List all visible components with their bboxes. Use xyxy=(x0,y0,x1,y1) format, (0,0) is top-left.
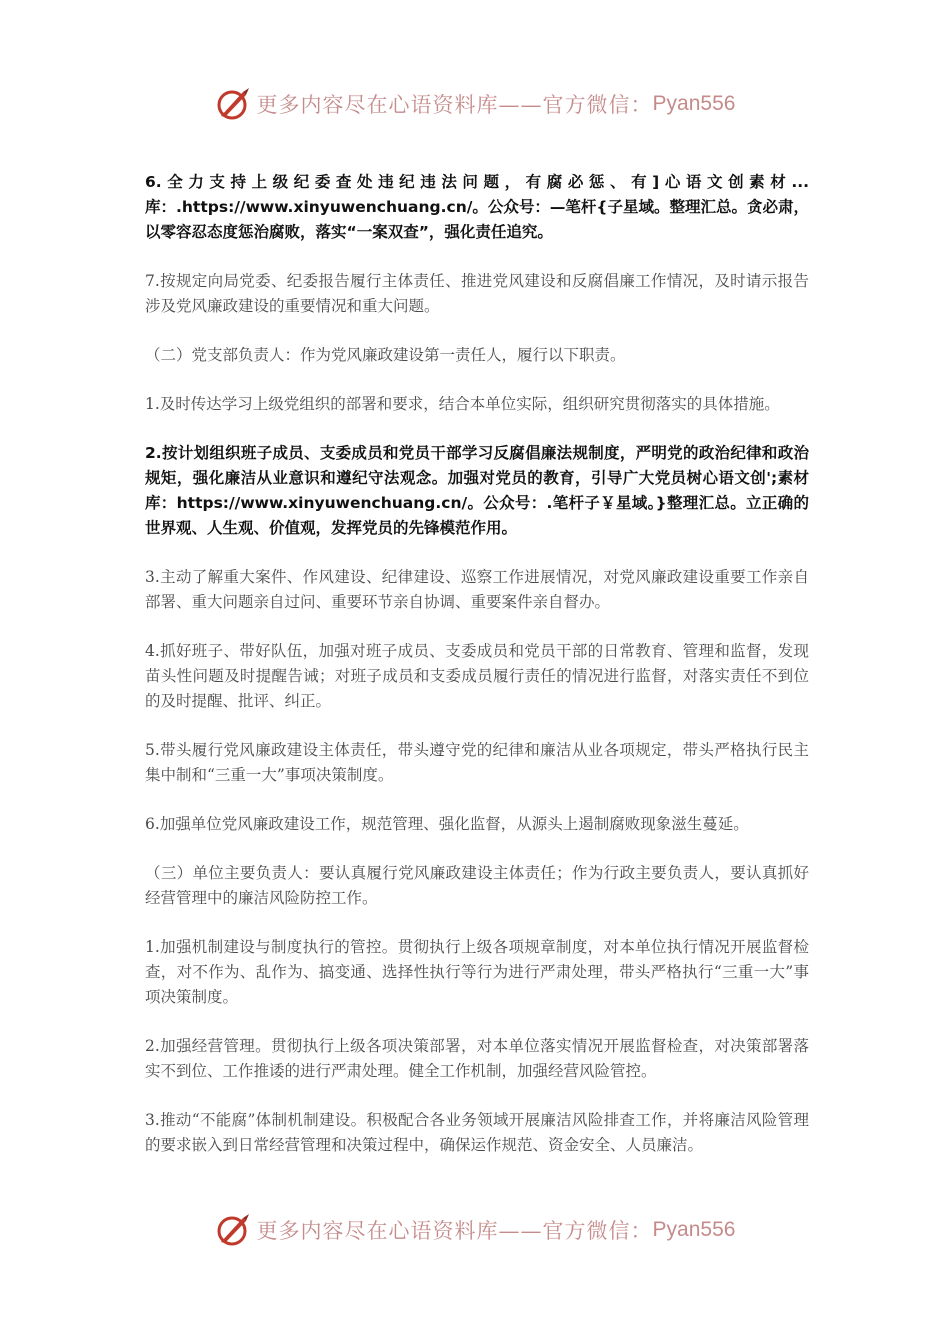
quill-logo-icon xyxy=(215,1212,251,1248)
banner-wechat-id: Pyan556 xyxy=(652,1218,736,1241)
banner-wechat-id: Pyan556 xyxy=(652,92,736,115)
banner-text: 更多内容尽在心语资料库——官方微信： xyxy=(256,93,653,117)
paragraph-4: 1.及时传达学习上级党组织的部署和要求，结合本单位实际，组织研究贯彻落实的具体措施。 xyxy=(145,395,780,413)
paragraph-6: 3.主动了解重大案件、作风建设、纪律建设、巡察工作进展情况，对党风廉政建设重要工作亲自部署、重大问题亲自过问、重要环节亲自协调、重要案件亲自督办。 xyxy=(145,568,809,611)
banner-text: 更多内容尽在心语资料库——官方微信： xyxy=(256,1219,653,1243)
quill-logo-icon xyxy=(215,86,251,122)
paragraph-12: 2.加强经营管理。贯彻执行上级各项决策部署，对本单位落实情况开展监督检查，对决策部署落实不到位、工作推诿的进行严肃处理。健全工作机制，加强经营风险管控。 xyxy=(145,1037,809,1080)
header-watermark-banner xyxy=(0,82,950,126)
document-body xyxy=(145,170,809,1182)
paragraph-2: 7.按规定向局党委、纪委报告履行主体责任、推进党风建设和反腐倡廉工作情况，及时请示报告涉及党风廉政建设的重要情况和重大问题。 xyxy=(145,272,809,315)
paragraph-5: 2.按计划组织班子成员、支委成员和党员干部学习反腐倡廉法规制度，严明党的政治纪律和政治规矩，强化廉洁从业意识和遵纪守法观念。加强对党员的教育，引导广大党员树心语文创';素材库：https://www.xinyuwenchuang.cn/。公众号：.笔杆子￥星域。}整理汇总。立正确的世界观、人生观、价值观，发挥党员的先锋模范作用。 xyxy=(145,444,809,537)
paragraph-3: （二）党支部负责人：作为党风廉政建设第一责任人，履行以下职责。 xyxy=(145,346,626,364)
footer-watermark-banner xyxy=(0,1208,950,1252)
paragraph-8: 5.带头履行党风廉政建设主体责任，带头遵守党的纪律和廉洁从业各项规定，带头严格执行民主集中制和“三重一大”事项决策制度。 xyxy=(145,741,809,784)
paragraph-7: 4.抓好班子、带好队伍，加强对班子成员、支委成员和党员干部的日常教育、管理和监督，发现苗头性问题及时提醒告诫；对班子成员和支委成员履行责任的情况进行监督，对落实责任不到位的及时提醒、批评、纠正。 xyxy=(145,642,809,710)
paragraph-10: （三）单位主要负责人：要认真履行党风廉政建设主体责任；作为行政主要负责人，要认真抓好经营管理中的廉洁风险防控工作。 xyxy=(145,864,809,907)
paragraph-9: 6.加强单位党风廉政建设工作，规范管理、强化监督，从源头上遏制腐败现象滋生蔓延。 xyxy=(145,815,749,833)
paragraph-13: 3.推动“不能腐”体制机制建设。积极配合各业务领域开展廉洁风险排查工作，并将廉洁风险管理的要求嵌入到日常经营管理和决策过程中，确保运作规范、资金安全、人员廉洁。 xyxy=(145,1111,809,1154)
paragraph-1: 6.全力支持上级纪委查处违纪违法问题，有腐必惩、有]心语文创素材...库：.https://www.xinyuwenchuang.cn/。公众号：—笔杆{子星域。整理汇总。贪必肃，以零容忍态度惩治腐败，落实“一案双查”，强化责任追究。 xyxy=(145,173,809,241)
paragraph-11: 1.加强机制建设与制度执行的管控。贯彻执行上级各项规章制度，对本单位执行情况开展监督检查，对不作为、乱作为、搞变通、选择性执行等行为进行严肃处理，带头严格执行“三重一大”事项决策制度。 xyxy=(145,938,809,1006)
